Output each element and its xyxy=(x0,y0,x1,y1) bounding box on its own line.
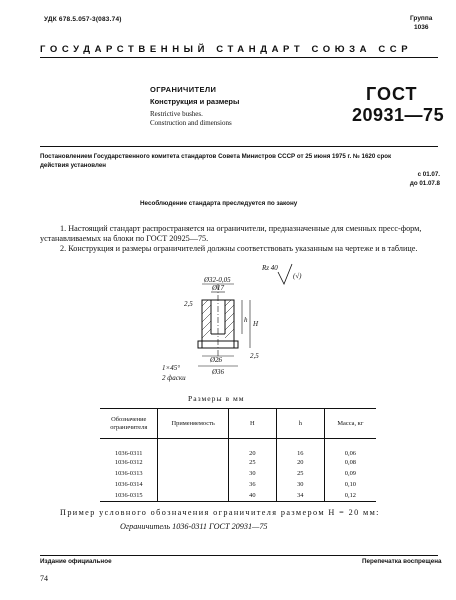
title-en xyxy=(150,110,232,128)
header-h: h xyxy=(276,409,324,439)
page-number: 74 xyxy=(40,574,48,583)
table-row xyxy=(100,490,376,501)
dim-d3: Ø26 xyxy=(210,356,223,364)
table-row xyxy=(100,439,376,458)
dim-fillet: 1×45° xyxy=(162,364,181,372)
subtitle-ru: Конструкция и размеры xyxy=(150,97,240,106)
cell-h: 20 xyxy=(276,457,324,468)
cell-name: 1036-0315 xyxy=(100,490,158,501)
table-row xyxy=(100,468,376,479)
bushing-drawing xyxy=(160,262,310,392)
cell-H: 30 xyxy=(228,468,276,479)
cell-mass: 0,06 xyxy=(324,439,376,458)
middle-divider xyxy=(40,146,438,147)
example-intro: Пример условного обозначения ограничителя размером H = 20 мм: xyxy=(60,508,380,517)
cell-mass: 0,09 xyxy=(324,468,376,479)
cell-h: 34 xyxy=(276,490,324,501)
group-code: 1036 xyxy=(413,24,429,31)
bottom-divider xyxy=(40,555,438,556)
decree-text: Постановлением Государственного комитета стандартов Совета Министров СССР от 25 июня 1975 г. № 1620 срок действия установлен xyxy=(40,153,392,169)
cell-h: 25 xyxy=(276,468,324,479)
table-caption: Размеры в мм xyxy=(188,394,245,403)
dim-d2: Ø17 xyxy=(212,284,225,292)
state-standard-banner: ГОСУДАРСТВЕННЫЙ СТАНДАРТ СОЮЗА ССР xyxy=(40,44,413,55)
group-label: Группа xyxy=(410,15,433,22)
dim-chamfer-top: 2,5 xyxy=(184,300,193,308)
roughness-extra: (√) xyxy=(293,272,302,280)
paragraph-2-text: 2. Конструкция и размеры ограничителей должны соответствовать указанным на чертеже и в таблице. xyxy=(60,244,418,253)
gost-label: ГОСТ xyxy=(366,84,418,104)
paragraph-2 xyxy=(40,244,436,254)
roughness-label: Rz 40 xyxy=(262,264,278,272)
cell-H: 25 xyxy=(228,457,276,468)
date-to: до 01.07.8 xyxy=(409,180,440,187)
gost-number: 20931—75 xyxy=(352,105,445,125)
hatch-left xyxy=(202,300,211,338)
paragraph-1-text: 1. Настоящий стандарт распространяется на ограничители, предназначенные для сменных пресс-форм, устанавливаемых на блоки по ГОСТ 20925—75. xyxy=(40,224,422,243)
reprint-prohibited-note: Перепечатка воспрещена xyxy=(362,558,442,565)
cell-name: 1036-0313 xyxy=(114,470,143,477)
validity-dates xyxy=(390,170,440,188)
table-header-row xyxy=(100,409,376,439)
header-applicability: Применяемость xyxy=(158,409,228,439)
dimensions-table xyxy=(100,408,376,502)
header-H: H xyxy=(228,409,276,439)
table-row xyxy=(100,457,376,468)
dim-H: H xyxy=(253,320,259,328)
cell-mass: 0,08 xyxy=(324,457,376,468)
title-en-subtitle: Construction and dimensions xyxy=(150,119,232,127)
title-ru: ОГРАНИЧИТЕЛИ xyxy=(150,85,217,94)
cell-name: 1036-0314 xyxy=(114,481,143,488)
law-note: Несоблюдение стандарта преследуется по закону xyxy=(140,200,298,207)
paragraph-1 xyxy=(40,224,436,244)
dim-chamfer-bot: 2,5 xyxy=(250,352,259,360)
cell-mass: 0,12 xyxy=(324,490,376,501)
roughness-check-icon xyxy=(278,264,292,284)
group-block xyxy=(410,14,432,32)
cell-h: 16 xyxy=(276,439,324,458)
cell-H: 36 xyxy=(228,479,276,490)
example-designation: Ограничитель 1036-0311 ГОСТ 20931—75 xyxy=(120,522,268,531)
cell-applicability xyxy=(158,490,228,501)
top-divider xyxy=(40,57,438,58)
header-mass: Масса, кг xyxy=(324,409,376,439)
dim-fillet-note: 2 фаски xyxy=(162,374,186,382)
official-edition-note: Издание официальное xyxy=(40,558,112,565)
table-row xyxy=(100,479,376,490)
dim-h-small: h xyxy=(244,316,248,324)
cell-H: 20 xyxy=(228,439,276,458)
header-name: Обозначение ограничителя xyxy=(100,409,158,439)
cell-applicability xyxy=(158,479,228,490)
cell-h: 30 xyxy=(276,479,324,490)
cell-mass: 0,10 xyxy=(324,479,376,490)
date-from: с 01.07. xyxy=(417,171,440,178)
dim-d4: Ø36 xyxy=(212,368,225,376)
hatch-right xyxy=(225,300,234,338)
dim-d1: Ø32-0,05 xyxy=(204,276,231,284)
udk-code: УДК 678.5.057-3(083.74) xyxy=(44,16,122,23)
cell-H: 40 xyxy=(228,490,276,501)
cell-applicability xyxy=(158,468,228,479)
cell-applicability xyxy=(158,457,228,468)
cell-name: 1036-0312 xyxy=(114,459,143,466)
cell-applicability xyxy=(158,439,228,458)
cell-name: 1036-0311 xyxy=(115,450,143,457)
title-en-name: Restrictive bushes. xyxy=(150,110,203,118)
